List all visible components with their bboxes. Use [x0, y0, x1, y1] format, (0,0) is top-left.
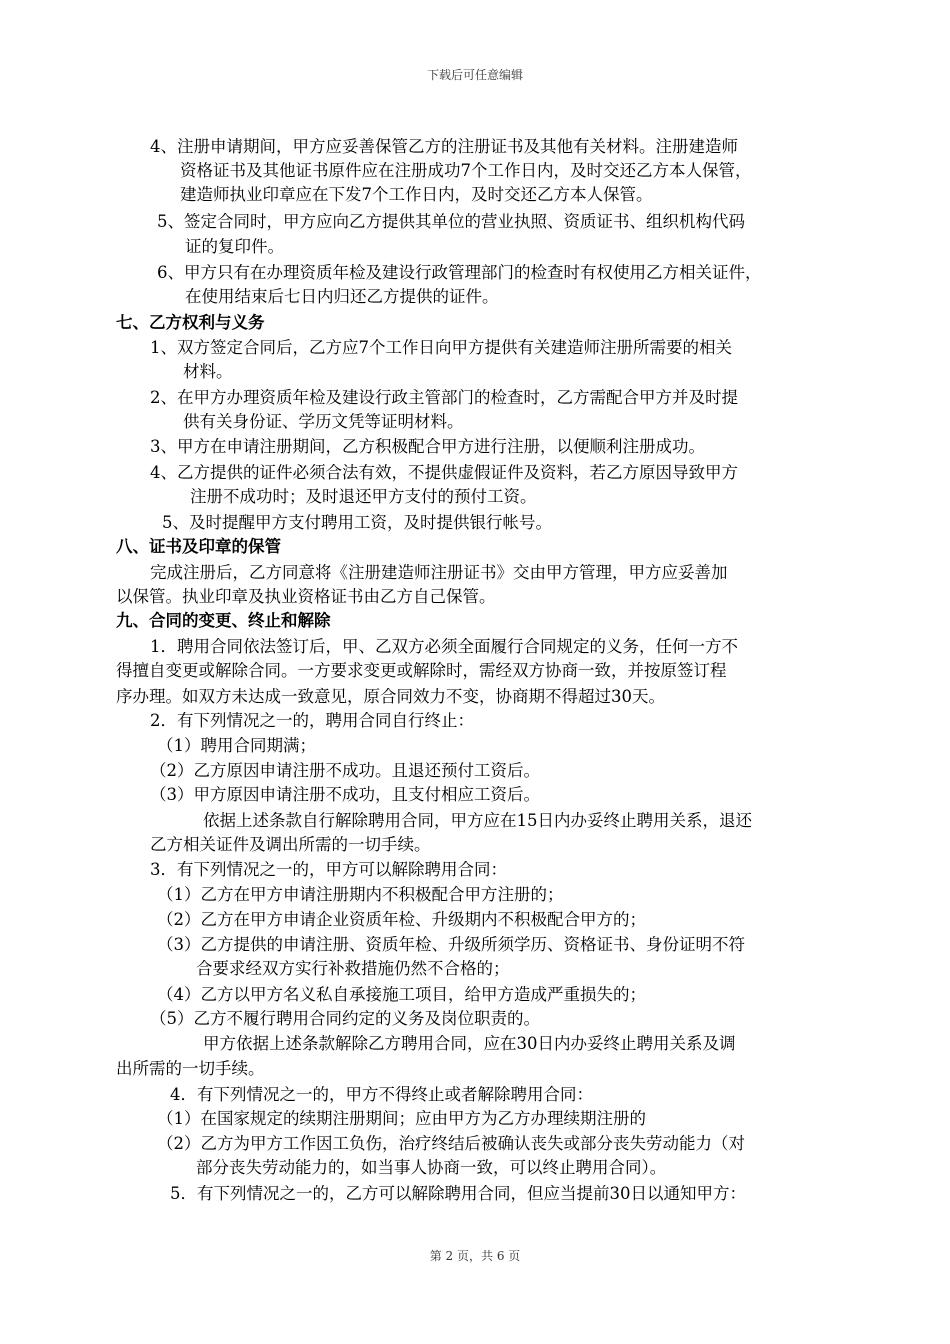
paragraph-line: 出所需的一切手续。: [116, 1059, 265, 1078]
paragraph-line: 2、在甲方办理资质年检及建设行政主管部门的检查时，乙方需配合甲方并及时提: [150, 388, 738, 407]
paragraph-line: 1．聘用合同依法签订后，甲、乙双方必须全面履行合同规定的义务，任何一方不: [150, 637, 738, 656]
paragraph-line: 合要求经双方实行补救措施仍然不合格的；: [196, 959, 510, 978]
paragraph-line: 依据上述条款自行解除聘用合同，甲方应在15日内办妥终止聘用关系，退还: [203, 811, 752, 830]
paragraph-line: （5）乙方不履行聘用合同约定的义务及岗位职责的。: [150, 1009, 540, 1028]
section-heading: 八、证书及印章的保管: [116, 537, 281, 556]
paragraph-line: 5、及时提醒甲方支付聘用工资，及时提供银行帐号。: [162, 513, 552, 532]
section-heading: 七、乙方权利与义务: [116, 313, 265, 332]
section-heading: 九、合同的变更、终止和解除: [116, 611, 331, 630]
paragraph-line: （2）乙方原因申请注册不成功。且退还预付工资后。: [150, 761, 540, 780]
paragraph-line: 注册不成功时；及时退还甲方支付的预付工资。: [190, 487, 537, 506]
paragraph-line: 4、乙方提供的证件必须合法有效，不提供虚假证件及资料，若乙方原因导致甲方: [150, 463, 738, 482]
paragraph-line: 证的复印件。: [185, 237, 284, 256]
paragraph-line: 供有关身份证、学历文凭等证明材料。: [183, 412, 464, 431]
paragraph-line: 1、双方签定合同后，乙方应7个工作日向甲方提供有关建造师注册所需要的相关: [150, 338, 732, 357]
paragraph-line: 4、注册申请期间，甲方应妥善保管乙方的注册证书及其他有关材料。注册建造师: [150, 137, 738, 156]
page-header: 下载后可任意编辑: [426, 68, 523, 82]
paragraph-line: 6、甲方只有在办理资质年检及建设行政管理部门的检查时有权使用乙方相关证件，: [157, 263, 762, 282]
paragraph-line: 乙方相关证件及调出所需的一切手续。: [150, 835, 431, 854]
paragraph-line: 得擅自变更或解除合同。一方要求变更或解除时，需经双方协商一致，并按原签订程: [116, 661, 727, 680]
paragraph-line: （1）在国家规定的续期注册期间；应由甲方为乙方办理续期注册的: [157, 1109, 646, 1128]
paragraph-line: （2）乙方为甲方工作因工负伤，治疗终结后被确认丧失或部分丧失劳动能力（对: [157, 1134, 745, 1153]
paragraph-line: 建造师执业印章应在下发7个工作日内，及时交还乙方本人保管。: [180, 185, 653, 204]
paragraph-line: （2）乙方在甲方申请企业资质年检、升级期内不积极配合甲方的；: [157, 910, 646, 929]
paragraph-line: 5、签定合同时，甲方应向乙方提供其单位的营业执照、资质证书、组织机构代码: [157, 212, 745, 231]
paragraph-line: （3）乙方提供的申请注册、资质年检、升级所须学历、资格证书、身份证明不符: [157, 935, 745, 954]
paragraph-line: 3、甲方在申请注册期间，乙方积极配合甲方进行注册，以便顺利注册成功。: [150, 437, 705, 456]
paragraph-line: 3．有下列情况之一的，甲方可以解除聘用合同：: [150, 860, 507, 879]
paragraph-line: 4．有下列情况之一的，甲方不得终止或者解除聘用合同：: [170, 1085, 593, 1104]
paragraph-line: 材料。: [183, 362, 233, 381]
paragraph-line: （4）乙方以甲方名义私自承接施工项目，给甲方造成严重损失的；: [157, 985, 646, 1004]
paragraph-line: 2．有下列情况之一的，聘用合同自行终止：: [150, 711, 474, 730]
paragraph-line: （1）乙方在甲方申请注册期内不积极配合甲方注册的；: [157, 885, 564, 904]
paragraph-line: （1）聘用合同期满；: [157, 736, 316, 755]
paragraph-line: （3）甲方原因申请注册不成功，且支付相应工资后。: [150, 785, 540, 804]
paragraph-line: 资格证书及其他证书原件应在注册成功7个工作日内，及时交还乙方本人保管，: [180, 161, 752, 180]
paragraph-line: 完成注册后，乙方同意将《注册建造师注册证书》交由甲方管理，甲方应妥善加: [150, 563, 728, 582]
paragraph-line: 在使用结束后七日内归还乙方提供的证件。: [185, 287, 499, 306]
paragraph-line: 序办理。如双方未达成一致意见，原合同效力不变，协商期不得超过30天。: [116, 687, 665, 706]
paragraph-line: 部分丧失劳动能力的，如当事人协商一致，可以终止聘用合同）。: [196, 1158, 667, 1177]
paragraph-line: 甲方依据上述条款解除乙方聘用合同，应在30日内办妥终止聘用关系及调: [203, 1034, 736, 1053]
paragraph-line: 5．有下列情况之一的，乙方可以解除聘用合同，但应当提前30日以通知甲方：: [170, 1184, 746, 1203]
paragraph-line: 以保管。执业印章及执业资格证书由乙方自己保管。: [116, 587, 496, 606]
page-footer: 第 2 页，共 6 页: [429, 1249, 521, 1263]
